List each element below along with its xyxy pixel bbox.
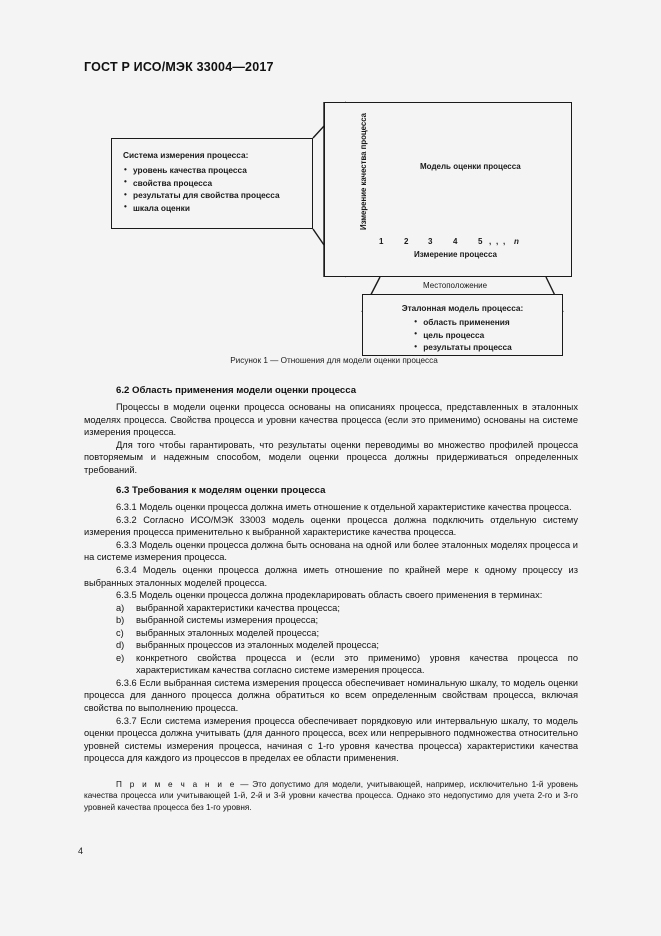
x-tick-dot-2: , [496, 237, 499, 246]
list-item-text: выбранных процессов из эталонных моделей процесса; [136, 640, 379, 651]
heading-6-2: 6.2 Область применения модели оценки процесса [116, 385, 357, 396]
list-item: • уровень качества процесса [123, 164, 312, 177]
x-tick-dot-3: , [503, 237, 506, 246]
x-tick-4: 4 [453, 237, 458, 246]
x-tick-dot-1: , [489, 237, 492, 246]
clause-6-3-4: 6.3.4 Модель оценки процесса должна иметь отношение по крайней мере к одному процессу из выбранных эталонных моделей процесса. [84, 565, 578, 588]
standard-designation: ГОСТ Р ИСО/МЭК 33004—2017 [84, 60, 274, 74]
x-tick-3: 3 [428, 237, 433, 246]
list-item-e [84, 652, 578, 677]
process-measurement-system-box [111, 138, 313, 229]
list-item-a [84, 602, 578, 615]
x-tick-1: 1 [379, 237, 384, 246]
list-item-text: выбранной системы измерения процесса; [136, 615, 319, 626]
list-marker: d) [116, 640, 125, 651]
x-tick-5: 5 [478, 237, 483, 246]
list-item-text: конкретного свойства процесса и (если это применимо) уровня качества процесса по характеристикам качества согласно системе измерения процесса. [136, 652, 578, 676]
list-item: • результаты для свойства процесса [123, 189, 312, 202]
list-item-c [84, 627, 578, 640]
list-item-text: выбранных эталонных моделей процесса; [136, 627, 320, 638]
list-item: • цель процесса [413, 329, 512, 342]
list-marker: c) [116, 627, 124, 638]
measurement-system-title: Система измерения процесса: [123, 150, 249, 160]
clause-6-3-1: 6.3.1 Модель оценки процесса должна иметь отношение к отдельной характеристике качества процесса. [116, 502, 572, 513]
heading-6-3: 6.3 Требования к моделям оценки процесса [116, 485, 326, 497]
note-paragraph [84, 779, 578, 813]
clause-6-3-7: 6.3.7 Если система измерения процесса обеспечивает порядковую или интервальную шкалу, то модель оценки процесса должна учитывать (для данного процесса, всех или непрерывного подмножества относительно уровней системы измерения процесса, начиная с 1-го уровня качества процесса) характеристики качества процесса для каждого из процессов в пределах ее области применения. [84, 715, 578, 764]
list-marker: e) [116, 652, 125, 663]
clause-6-3-5: 6.3.5 Модель оценки процесса должна продекларировать область своего применения в терминах: [116, 590, 543, 601]
reference-model-list [413, 316, 512, 354]
measurement-system-list [123, 164, 312, 214]
clause-6-3-5-list [84, 602, 578, 677]
note-label: П р и м е ч а н и е [116, 779, 237, 789]
x-tick-n: n [514, 237, 519, 246]
x-axis-label: Измерение процесса [414, 250, 497, 259]
assessment-model-title: Модель оценки процесса [420, 162, 521, 171]
list-item: • свойства процесса [123, 177, 312, 190]
list-item-text: выбранной характеристики качества процесса; [136, 602, 340, 613]
location-label-horizontal: Местоположение [423, 281, 488, 290]
paragraph-6-2-2: Для того чтобы гарантировать, что результаты оценки переводимы во множество профилей процесса повторяемым и надежным способом, модели оценки процесса должны придерживаться определенных требований. [84, 439, 578, 475]
list-item: • область применения [413, 316, 512, 329]
list-item: • шкала оценки [123, 202, 312, 215]
y-axis-label: Измерение качества процесса [359, 112, 368, 230]
list-item-d [84, 639, 578, 652]
note-text: — Это допустимо для модели, учитывающей, например, исключительно 1-й уровень качества процесса или учитывающей 1-й, 2-й и 3-й уровни качества процесса. Однако это недопустимо для учета 2-го и 3-го уровней качества процесса без 1-го уровня. [84, 779, 578, 812]
figure-1 [84, 98, 584, 366]
x-tick-2: 2 [404, 237, 409, 246]
body-text [84, 385, 578, 821]
reference-model-title: Эталонная модель процесса: [401, 303, 524, 313]
list-item: • результаты процесса [413, 341, 512, 354]
figure-caption: Рисунок 1 — Отношения для модели оценки процесса [230, 356, 438, 365]
clause-6-3-3: 6.3.3 Модель оценки процесса должна быть основана на одной или более эталонных моделях процесса и на системе измерения процесса. [84, 539, 578, 563]
clause-6-3-2: 6.3.2 Согласно ИСО/МЭК 33003 модель оценки процесса должна подключить отдельную систему измерения процесса применительно к выбранной характеристике качества процесса. [84, 514, 578, 538]
list-marker: b) [116, 615, 125, 626]
paragraph-6-2-1: Процессы в модели оценки процесса основаны на описаниях процесса, представленных в эталонных моделях процесса. Свойства процесса и уровни качества процесса (если это применимо) основаны на системе измерения процесса. [84, 402, 578, 438]
page-number: 4 [78, 846, 84, 856]
list-marker: a) [116, 602, 125, 613]
clause-6-3-6: 6.3.6 Если выбранная система измерения процесса обеспечивает номинальную шкалу, то модель оценки процесса для данного процесса должна обратиться ко всем определенным свойствам процесса, включая свойства по выполнению процесса. [84, 677, 578, 714]
process-reference-model-box [362, 294, 563, 356]
list-item-b [84, 614, 578, 627]
